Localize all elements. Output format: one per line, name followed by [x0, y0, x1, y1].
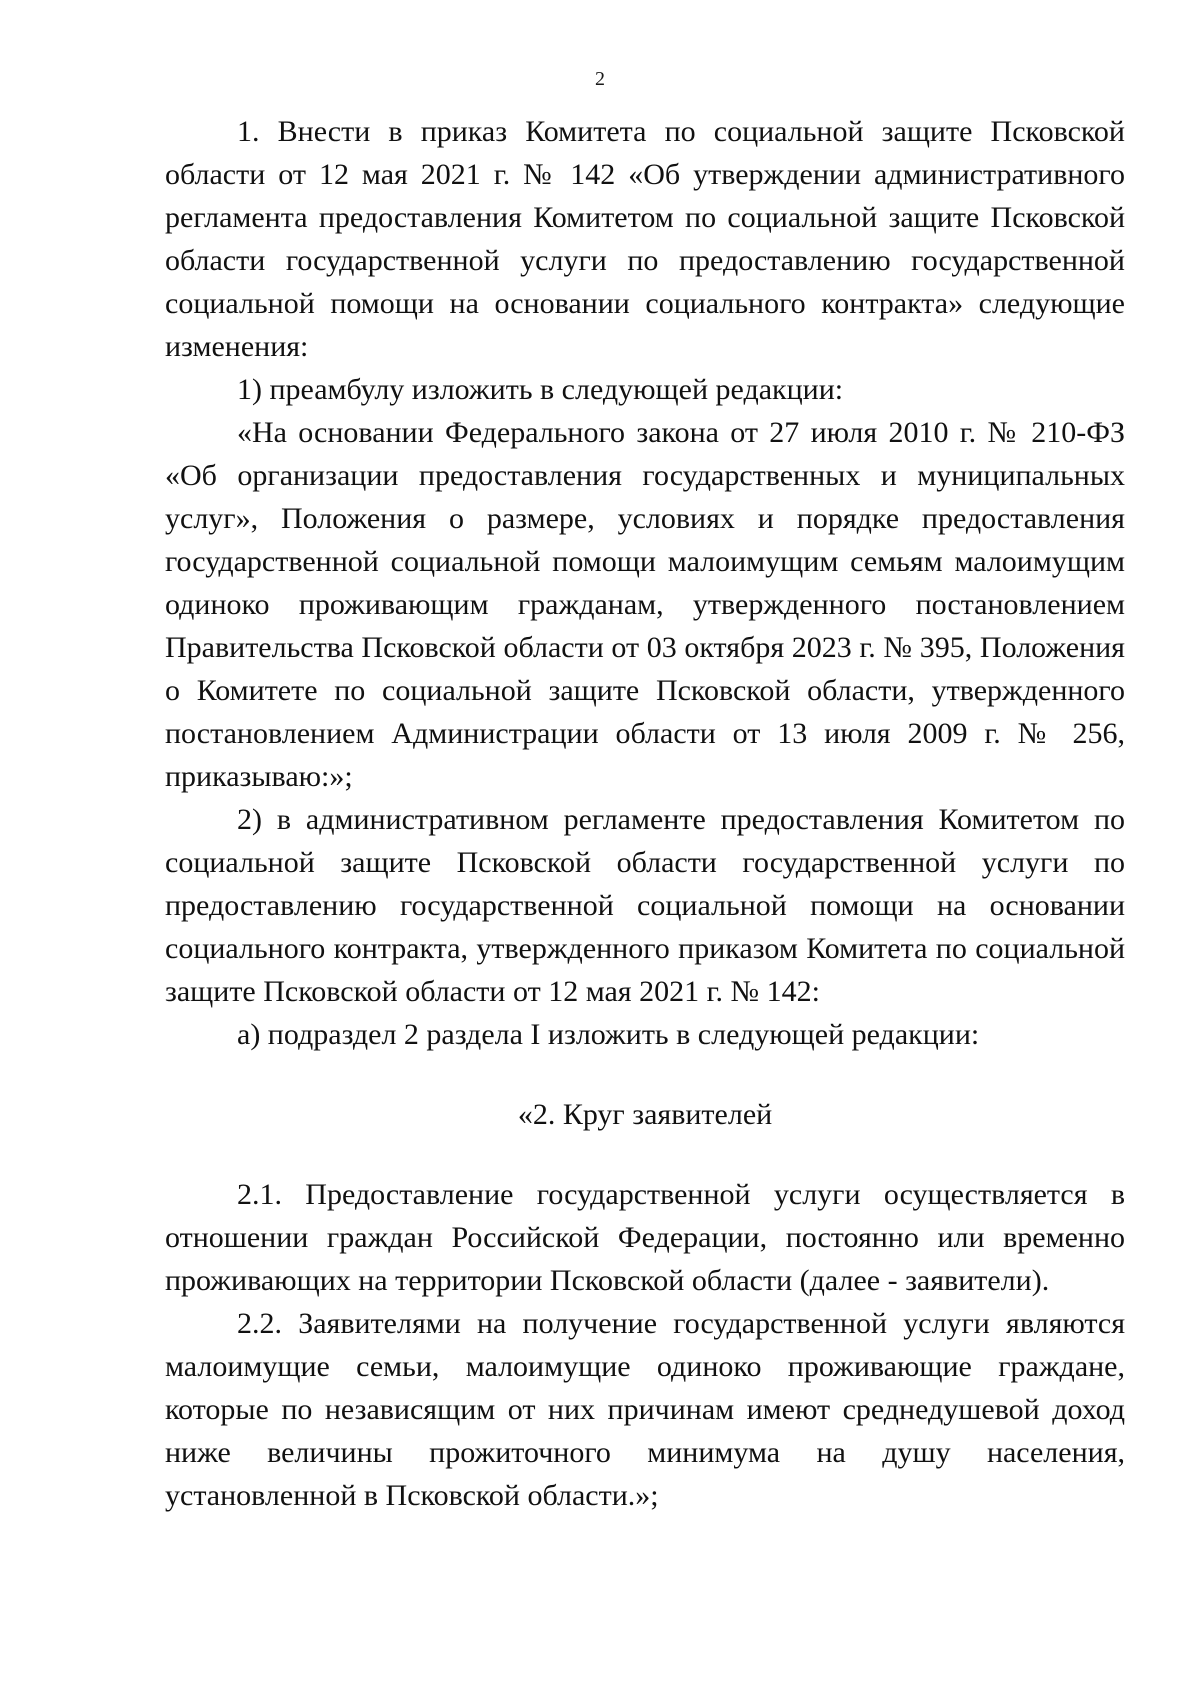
paragraph-2-1: 2.1. Предоставление государственной услуги осуществляется в отношении граждан Российской Федерации, постоянно или временно проживающих на территории Псковской области (далее - заявители).: [165, 1178, 1125, 1297]
paragraph-subsection-instruction: а) подраздел 2 раздела I изложить в следующей редакции:: [237, 1018, 980, 1051]
paragraph-1-amend-order: 1. Внести в приказ Комитета по социальной защите Псковской области от 12 мая 2021 г. № 142 «Об утверждении административного регламента предоставления Комитетом по социальной защите Псковской области государственной услуги по предоставлению государственной социальной помощи на основании социального контракта» следующие изменения:: [165, 115, 1125, 363]
document-body: [165, 110, 1125, 1517]
page-number: 2: [595, 68, 605, 90]
section-heading-applicants: «2. Круг заявителей: [517, 1098, 773, 1131]
paragraph-regulation-changes: 2) в административном регламенте предоставления Комитетом по социальной защите Псковской области государственной услуги по предоставлению государственной социальной помощи на основании социального контракта, утвержденного приказом Комитета по социальной защите Псковской области от 12 мая 2021 г. № 142:: [165, 803, 1125, 1008]
paragraph-preamble-instruction: 1) преамбулу изложить в следующей редакции:: [237, 373, 844, 406]
paragraph-preamble-text: «На основании Федерального закона от 27 июля 2010 г. № 210-ФЗ «Об организации предоставления государственных и муниципальных услуг», Положения о размере, условиях и порядке предоставления государственной социальной помощи малоимущим семьям малоимущим одиноко проживающим гражданам, утвержденного постановлением Правительства Псковской области от 03 октября 2023 г. № 395, Положения о Комитете по социальной защите Псковской области, утвержденного постановлением Администрации области от 13 июля 2009 г. № 256, приказываю:»;: [165, 416, 1125, 793]
paragraph-2-2: 2.2. Заявителями на получение государственной услуги являются малоимущие семьи, малоимущие одиноко проживающие граждане, которые по независящим от них причинам имеют среднедушевой доход ниже величины прожиточного минимума на душу населения, установленной в Псковской области.»;: [165, 1307, 1125, 1512]
